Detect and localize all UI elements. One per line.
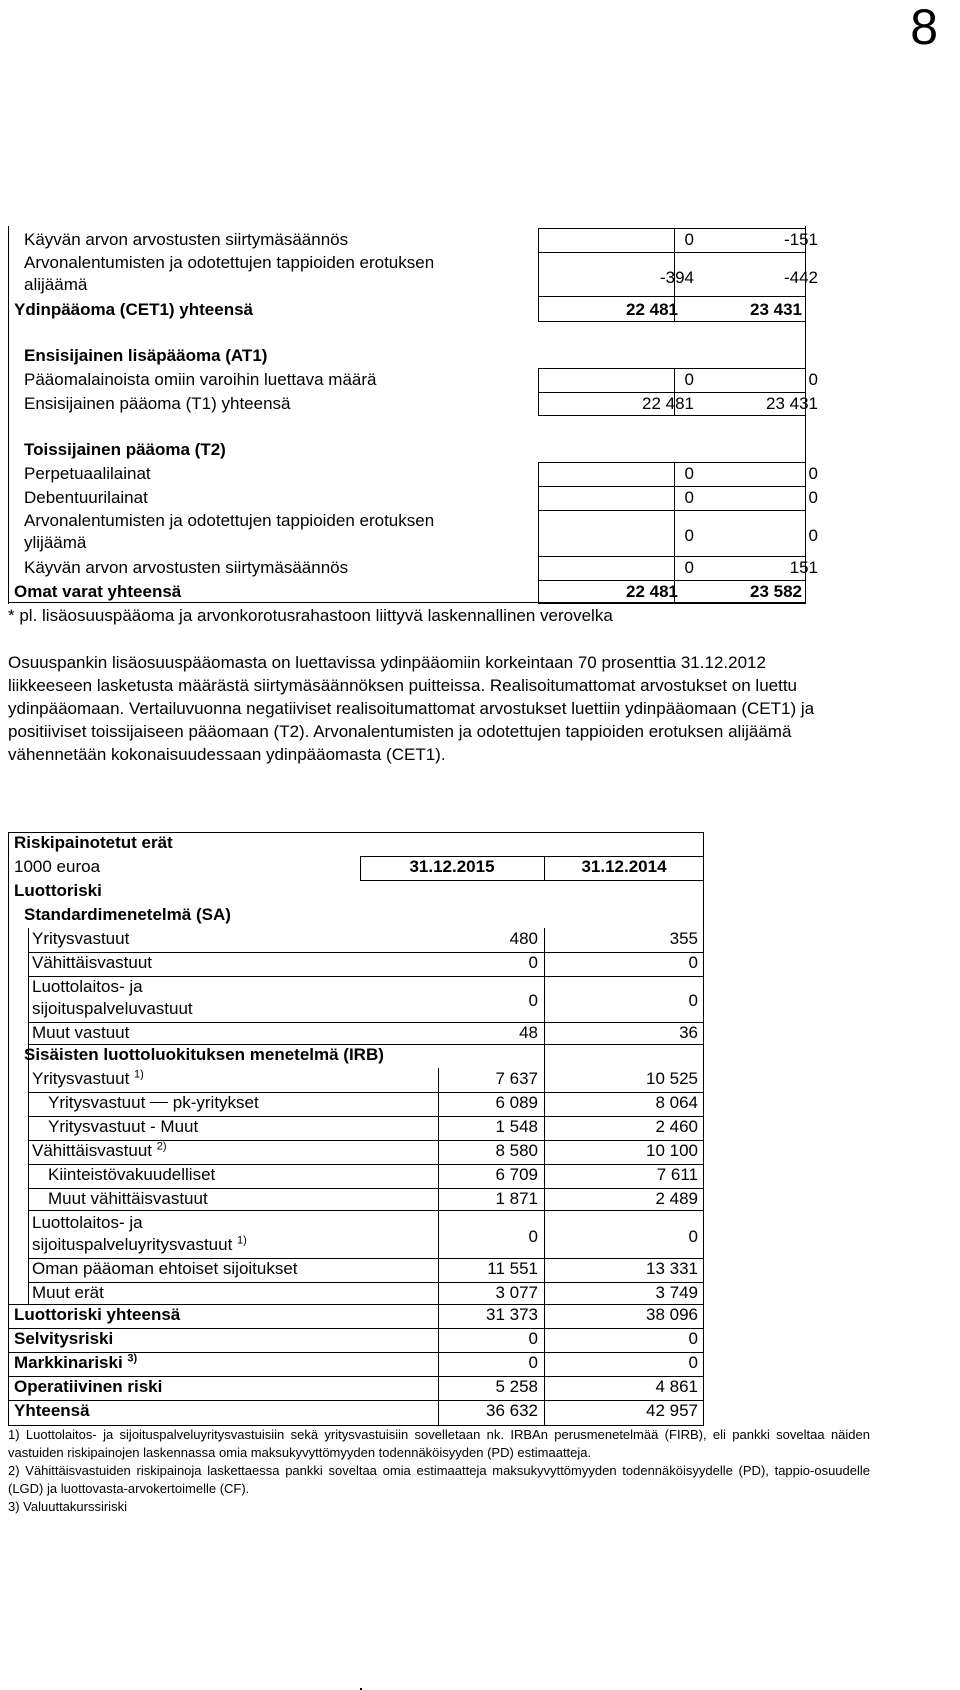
- value-cell: 0: [684, 230, 694, 249]
- value-cell: 0: [684, 464, 694, 483]
- value-cell: 23 582: [750, 582, 802, 601]
- value-cell: 0: [688, 1353, 698, 1372]
- table-row: [8, 1304, 704, 1328]
- table-row: [8, 1400, 704, 1424]
- row-label: Arvonalentumisten ja odotettujen tappioiden erotuksen alijäämä: [24, 253, 435, 294]
- table-row: [24, 486, 818, 510]
- value-cell: 0: [528, 1227, 538, 1246]
- value-cell: 0: [528, 953, 538, 972]
- value-cell: 22 481: [626, 300, 678, 319]
- row-label: Luottolaitos- ja sijoituspalveluyritysvastuut $^{1)}$: [32, 1213, 247, 1254]
- value-cell: 0: [688, 1227, 698, 1246]
- table-row: [14, 298, 802, 322]
- section-heading: Sisäisten luottoluokituksen menetelmä (IRB): [24, 1045, 384, 1064]
- value-cell: 8 580: [495, 1141, 538, 1160]
- row-label: Muut erät: [32, 1283, 104, 1302]
- row-label: Yhteensä: [14, 1401, 90, 1420]
- value-cell: 23 431: [766, 394, 818, 413]
- row-label: Operatiivinen riski: [14, 1377, 163, 1396]
- table-row: [8, 952, 704, 976]
- table-row: [8, 928, 704, 952]
- value-cell: -151: [783, 230, 818, 249]
- row-label: Vähittäisvastuut: [32, 953, 153, 972]
- table-title: Riskipainotetut erät: [14, 833, 173, 852]
- value-cell: 22 481: [626, 582, 678, 601]
- table-row: [8, 1258, 704, 1282]
- row-label: Muut vastuut: [32, 1023, 130, 1042]
- value-cell: 0: [808, 464, 818, 483]
- value-cell: 2 489: [655, 1189, 698, 1208]
- row-label: Muut vähittäisvastuut: [48, 1189, 208, 1208]
- row-label: Yritysvastuut: [32, 929, 130, 948]
- row-label: Selvitysriski: [14, 1329, 114, 1348]
- value-cell: 7 637: [495, 1069, 538, 1088]
- value-cell: 13 331: [646, 1259, 698, 1278]
- value-cell: 48: [519, 1023, 538, 1042]
- row-label: Pääomalainoista omiin varoihin luettava määrä: [24, 370, 377, 389]
- table-row: [24, 252, 818, 298]
- row-label: Ensisijainen pääoma (T1) yhteensä: [24, 394, 291, 413]
- value-cell: 0: [528, 1353, 538, 1372]
- value-cell: 480: [509, 929, 538, 948]
- value-cell: 1 871: [495, 1189, 538, 1208]
- value-cell: 0: [688, 1329, 698, 1348]
- table-row: [24, 368, 818, 392]
- column-header: 31.12.2015: [409, 857, 495, 876]
- value-cell: 36 632: [486, 1401, 538, 1420]
- value-cell: 0: [688, 953, 698, 972]
- row-label: Yritysvastuut - Muut: [48, 1117, 199, 1136]
- row-label: Kiinteistövakuudelliset: [48, 1165, 216, 1184]
- value-cell: 0: [528, 1329, 538, 1348]
- value-cell: 10 100: [646, 1141, 698, 1160]
- column-header: 31.12.2014: [581, 857, 667, 876]
- table-row: [8, 1116, 704, 1140]
- table-row: [8, 1376, 704, 1400]
- table-row: [8, 1022, 704, 1046]
- table-row: [8, 976, 704, 1022]
- value-cell: 42 957: [646, 1401, 698, 1420]
- table-row: [8, 1092, 704, 1116]
- value-cell: 0: [684, 558, 694, 577]
- value-cell: 38 096: [646, 1305, 698, 1324]
- table-row: [8, 1282, 704, 1306]
- value-cell: 22 481: [642, 394, 694, 413]
- row-label: Käyvän arvon arvostusten siirtymäsäännös: [24, 558, 349, 577]
- table-row: [8, 1212, 704, 1258]
- section-heading: Ensisijainen lisäpääoma (AT1): [24, 346, 268, 365]
- value-cell: 0: [808, 488, 818, 507]
- value-cell: 7 611: [656, 1165, 698, 1184]
- risk-weighted-items-table: [8, 832, 704, 1426]
- table-row: [8, 1352, 704, 1376]
- row-label: Käyvän arvon arvostusten siirtymäsäännös: [24, 230, 349, 249]
- value-cell: 11 551: [487, 1259, 538, 1278]
- value-cell: 0: [684, 526, 694, 545]
- value-cell: 3 749: [655, 1283, 698, 1302]
- footnote-1: 1) Luottolaitos- ja sijoituspalveluyritysvastuisiin sekä yritysvastuisiin sovelletaan nk. IRBAn perusmenetelmää (FIRB), eli pankki soveltaa näiden vastuiden riskipainojen laskennassa omia maksukyvyttömyyden todennäköisyyden (PD) estimaatteja.: [8, 1427, 870, 1460]
- table-row: [24, 462, 818, 486]
- value-cell: 3 077: [495, 1283, 538, 1302]
- value-cell: 6 089: [495, 1093, 538, 1112]
- value-cell: 6 709: [495, 1165, 538, 1184]
- section-heading: Luottoriski: [14, 881, 102, 900]
- footnote-3: 3) Valuuttakurssiriski: [8, 1499, 127, 1514]
- value-cell: 1 548: [495, 1117, 538, 1136]
- table-row: [14, 580, 802, 604]
- value-cell: 2 460: [655, 1117, 698, 1136]
- table-row: [24, 556, 818, 580]
- table-row: [8, 1188, 704, 1212]
- value-cell: 355: [669, 929, 698, 948]
- section-heading: Toissijainen pääoma (T2): [24, 440, 226, 459]
- footnote-2: 2) Vähittäisvastuiden riskipainoja laskettaessa pankki soveltaa omia estimaatteja maksukyvyttömyyden todennäköisyydelle (PD), tappio-osuudelle (LGD) ja luottovasta-arvokertoimelle (CF).: [8, 1463, 870, 1496]
- footnotes: [8, 1426, 870, 1516]
- row-label: Yritysvastuut $^{1)}$: [32, 1068, 144, 1088]
- value-cell: 4 861: [655, 1377, 698, 1396]
- value-cell: 0: [528, 991, 538, 1010]
- unit-label: 1000 euroa: [14, 857, 101, 876]
- table-row: [8, 1140, 704, 1164]
- value-cell: 5 258: [495, 1377, 538, 1396]
- star-note: * pl. lisäosuuspääoma ja arvonkorotusrahastoon liittyvä laskennallinen verovelka: [8, 606, 613, 625]
- row-label: Oman pääoman ehtoiset sijoitukset: [32, 1259, 298, 1278]
- row-label: Perpetuaalilainat: [24, 464, 151, 483]
- value-cell: 0: [684, 488, 694, 507]
- row-label: Markkinariski $^{3)}$: [14, 1352, 138, 1372]
- value-cell: 0: [808, 370, 818, 389]
- explanatory-paragraph: Osuuspankin lisäosuuspääomasta on luettavissa ydinpääomiin korkeintaan 70 prosenttia 31.12.2012 liikkeeseen lasketusta määrästä siirtymäsäännöksen puitteissa. Realisoitumattomat arvostukset on luettu ydinpääomaan. Vertailuvuonna negatiiviset realisoitumattomat arvostukset luettiin ydinpääomaan (CET1) ja positiiviset toissijaiseen pääomaan (T2). Arvonalentumisten ja odotettujen tappioiden erotuksen alijäämä vähennetään kokonaisuudessaan ydinpääomasta (CET1).: [8, 653, 815, 764]
- value-cell: 0: [688, 991, 698, 1010]
- value-cell: 36: [679, 1023, 698, 1042]
- value-cell: 31 373: [486, 1305, 538, 1324]
- row-label: Omat varat yhteensä: [14, 582, 182, 601]
- table-row: [8, 1328, 704, 1352]
- value-cell: -394: [659, 268, 694, 287]
- value-cell: 10 525: [646, 1069, 698, 1088]
- value-cell: 0: [684, 370, 694, 389]
- value-cell: 8 064: [655, 1093, 698, 1112]
- row-label: Vähittäisvastuut $^{2)}$: [32, 1140, 167, 1160]
- own-funds-table: [8, 226, 818, 604]
- table-row: [24, 392, 818, 416]
- table-row: [24, 228, 818, 252]
- section-heading: Standardimenetelmä (SA): [24, 905, 231, 924]
- page-number: 8: [910, 0, 938, 55]
- row-label: Luottoriski yhteensä: [14, 1305, 181, 1324]
- value-cell: 151: [789, 558, 818, 577]
- table-row: [8, 1164, 704, 1188]
- row-label: Luottolaitos- ja sijoituspalveluvastuut: [32, 977, 193, 1018]
- table-row: [24, 510, 818, 556]
- table-row: [8, 1068, 704, 1092]
- header-row: [8, 856, 704, 880]
- row-label: Yritysvastuut pk-yritykset: [48, 1093, 259, 1112]
- row-label: Ydinpääoma (CET1) yhteensä: [14, 300, 254, 319]
- value-cell: -442: [783, 268, 818, 287]
- value-cell: 23 431: [750, 300, 802, 319]
- row-label: Debentuurilainat: [24, 488, 148, 507]
- row-label: Arvonalentumisten ja odotettujen tappioiden erotuksen ylijäämä: [24, 511, 435, 552]
- value-cell: 0: [808, 526, 818, 545]
